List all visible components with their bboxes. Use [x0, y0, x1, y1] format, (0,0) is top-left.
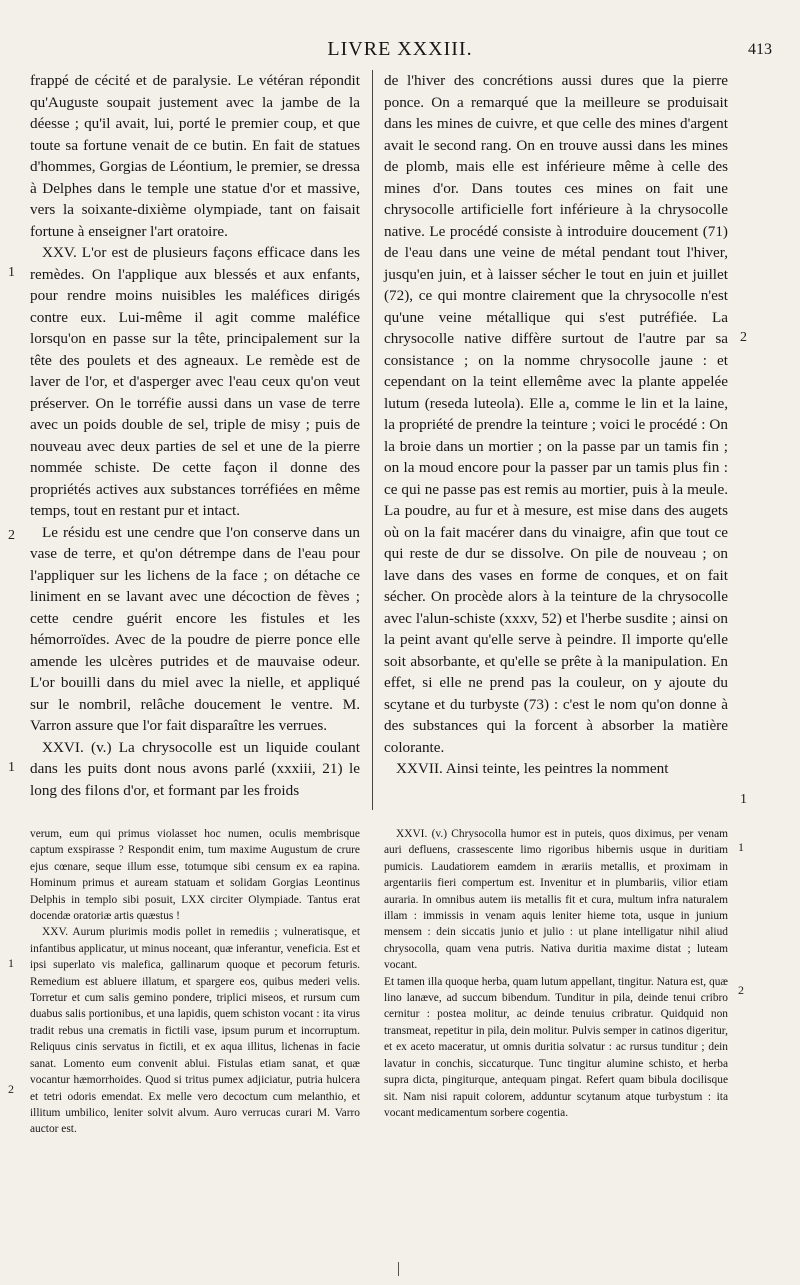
paragraph: XXV. Aurum plurimis modis pollet in remediis ; vulneratisque, et infantibus applicatur, ut minus noceant, quæ inferantur, veneficia. Est et ipsi superlato vis malefica, gallinarum quoque et pecorum feturis. Remedium est abluere illatum, et spargere eos, quibus mederi velis. Torretur et cum salis gemino pondere, triplici miseos, et rursum cum duabus salis portionibus, et una lapidis, quem schiston vocant : ita virus tradit rebus una crematis in fictili vase, ipsum purum et incorruptum. Reliquus cinis servatus in fictili, et ex aqua illitus, lichenas in facie sanat. Lomento eum convenit ablui. Fistulas etiam sanat, et quæ vocantur hæmorrhoides. Quod si tritus pumex adjiciatur, putria hulcera et tetri odoris emendat. Ex melle vero decoctum cum melanthio, et illitum umbilico, leniter solvit alvum. Auro verrucas curari M. Varro auctor est.	[30, 926, 360, 1136]
french-text-left-column	[30, 70, 360, 801]
latin-text-left-column	[30, 826, 360, 1138]
paragraph: XXVII. Ainsi teinte, les peintres la nomment	[396, 760, 669, 777]
margin-section-number: 2	[8, 1082, 14, 1096]
margin-section-number: 1	[8, 956, 14, 970]
margin-section-number: 2	[740, 330, 747, 345]
margin-section-number: 2	[8, 528, 15, 543]
paragraph: XXV. L'or est de plusieurs façons efficace dans les remèdes. On l'applique aux blessés et aux enfants, pour rendre moins nuisibles les maléfices dirigés contre eux. Lui-même il agit comme maléfice lorsqu'on en passe sur la tête, principalement sur la tête des poulets et des agneaux. Le remède est de laver de l'or, et d'asperger avec l'eau ceux qu'on veut préserver. On le torréfie aussi dans un vase de terre avec un poids double de sel, triple de misy ; puis de nouveau avec deux parties de sel et une de la pierre nommée schiste. De cette façon il donne des propriétés actives aux substances torréfiées en même temps, tout en restant pur et intact.	[30, 244, 360, 519]
bottom-rule-mark	[398, 1262, 399, 1276]
column-divider	[372, 70, 373, 810]
margin-section-number: 1	[740, 792, 747, 807]
page-number: 413	[748, 41, 772, 58]
page-header	[0, 38, 800, 66]
paragraph: verum, eum qui primus violasset hoc numen, oculis membrisque captum exspirasse ? Respondit enim, tum maxime Augustum de crure ejus cœnare, seque illum esse, totumque sibi censum ex ea rapina. Hominum primus et auream statuam et solidam Gorgias Leontinus Delphis in templo sibi posuit, LXX circiter Olympiade. Tantus erat docendæ oratoriæ artis quæstus !	[30, 828, 360, 923]
margin-section-number: 2	[738, 983, 744, 997]
paragraph: Le résidu est une cendre que l'on conserve dans un vase de terre, et qu'on détrempe dans de l'eau pour l'appliquer sur les lichens de la face ; on détache ce liniment en se lavant avec une décoction de fèves ; cette cendre guérit encore les fistules et les hémorroïdes. Avec de la poudre de pierre ponce elle amende les ulcères putrides et de mauvaise odeur. L'or bouilli dans du miel avec la nielle, et appliqué sur le nombril, relâche doucement le ventre. M. Varron assure que l'or fait disparaître les verrues.	[30, 523, 360, 734]
paragraph: de l'hiver des concrétions aussi dures que la pierre ponce. On a remarqué que la meilleure se produisait dans les mines de cuivre, et que celle des mines d'argent avait le second rang. On en trouve aussi dans les mines de plomb, mais elle est inférieure même à celle des mines d'or. Dans toutes ces mines on fait une chrysocolle artificielle fort inférieure à la chrysocolle native. Le procédé consiste à introduire doucement (71) de l'eau dans une veine de métal pendant tout l'hiver, jusqu'en juin, et à laisser sécher le tout en juin et juillet (72), ce qui montre clairement que la chrysocolle n'est qu'une veine métallique qui s'est putréfiée. La chrysocolle native diffère surtout de l'autre par sa consistance ; on la nomme chrysocolle jaune : et cependant on la teint ellemême avec la plante appelée lutum (reseda luteola). Elle a, comme le lin et la laine, la propriété de prendre la teinture ; voici le procédé : On la broie dans un mortier ; on la passe par un tamis fin ; on la moud encore pour la passer par un tamis plus fin : ce qui ne passe pas est remis au mortier, puis à la meule. La poudre, au fur et à mesure, est mise dans des augets où on la fait macérer dans du vinaigre, afin que tout ce qui reste de dur se dissolve. On pile de nouveau ; on lave dans des vases en forme de conques, et on fait sécher. On procède alors à la teinture de la chrysocolle avec l'alun-schiste (xxxv, 52) et l'herbe susdite ; ainsi on la peint avant qu'elle serve à peindre. Il importe qu'elle soit absorbante, et qu'elle se prête à la manipulation. En effet, si elle ne prend pas la couleur, on y ajoute du scytane et du turbyste (73) : c'est le nom qu'on donne à des substances qui la forcent à absorber la matière colorante.	[384, 72, 728, 756]
running-head: LIVRE XXXIII.	[327, 38, 473, 60]
latin-text-right-column	[384, 826, 728, 1121]
paragraph: XXVI. (v.) Chrysocolla humor est in puteis, quos diximus, per venam auri defluens, crassescente limo rigoribus hibernis usque in duritiam pumicis. Laudatiorem eamdem in ærariis metallis, et proximam in argentariis fieri compertum est. Invenitur et in plumbariis, vilior etiam auraria. In omnibus autem iis metallis fit et cura, multum infra naturalem illam : immissis in venam aquis leniter hieme tota, usque in junium mensem : dein siccatis junio et julio : ut plane intelligatur nihil aliud chrysocolla, quam vena putris. Nativa duritia maxime distat ; luteam vocant.	[384, 828, 728, 972]
margin-section-number: 1	[738, 840, 744, 854]
margin-section-number: 1	[8, 265, 15, 280]
paragraph: frappé de cécité et de paralysie. Le vétéran répondit qu'Auguste soupait justement avec la jambe de la déesse ; qu'il avait, lui, porté le premier coup, et que toute sa fortune venait de ce butin. En fait de statues d'hommes, Gorgias de Léontium, le premier, se dressa à Delphes dans le temple une statue d'or et massive, vers la soixante-dixième olympiade, tant on faisait fortune à enseigner l'art oratoire.	[30, 72, 360, 240]
paragraph: Et tamen illa quoque herba, quam lutum appellant, tingitur. Natura est, quæ lino lanæve, ad succum bibendum. Tunditur in pila, deinde tenui cribro cernitur : postea molitur, ac deinde tenuius cribratur. Quidquid non transmeat, repetitur in pila, dein molitur. Pulvis semper in catinos digeritur, et ex aceto maceratur, ut omnis duritia solvatur : ac rursus tunditur ; dein lavatur in conchis, siccaturque. Tunc tingitur alumine schisto, et herba supra dicta, pingiturque, antequam pingat. Refert quam bibula docilisque sit. Nam nisi rapuit colorem, adduntur scytanum atque turbystum : ita vocant medicamentum sorbere cogentia.	[384, 975, 728, 1119]
paragraph: XXVI. (v.) La chrysocolle est un liquide coulant dans les puits dont nous avons parlé (xxxiii, 21) le long des filons d'or, et formant par les froids	[30, 738, 360, 799]
margin-section-number: 1	[8, 760, 15, 775]
french-text-right-column	[384, 70, 728, 780]
